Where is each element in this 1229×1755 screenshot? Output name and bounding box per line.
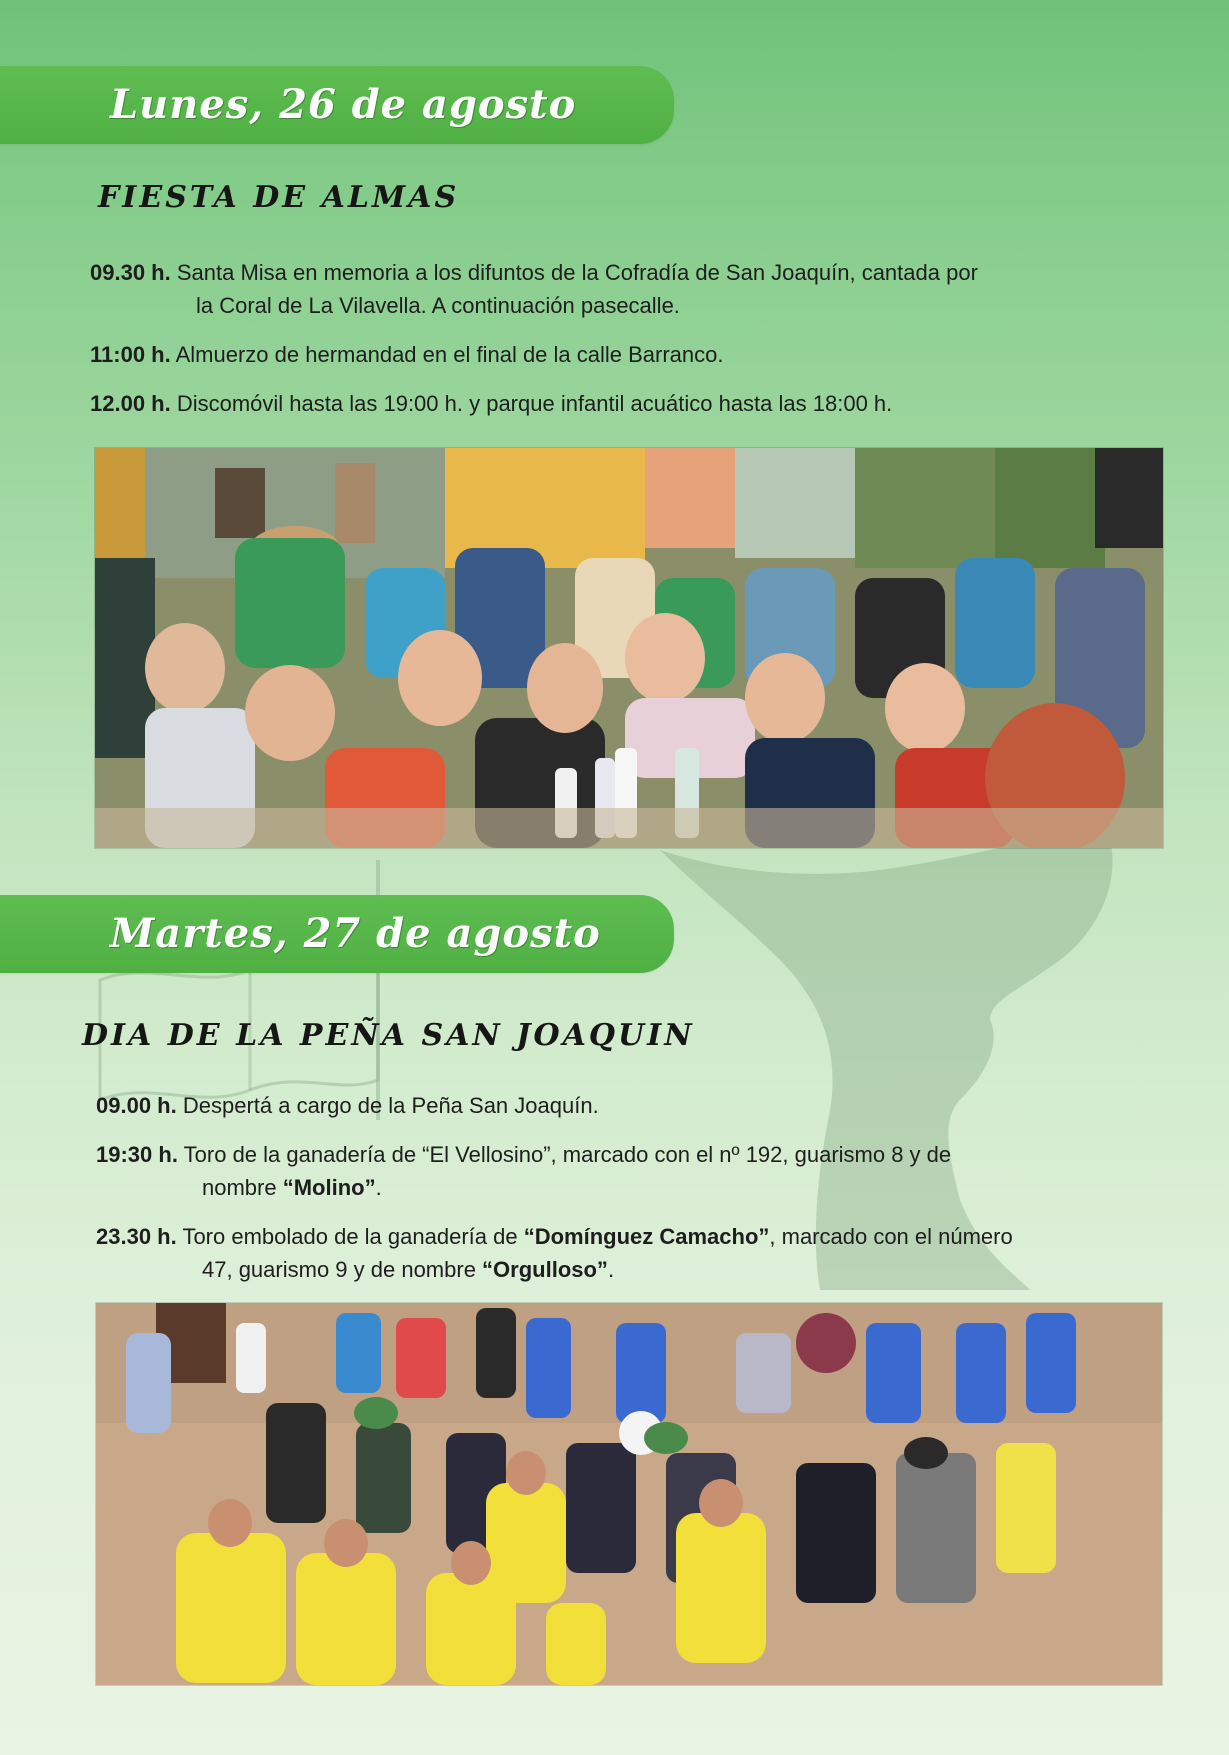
entry-time: 19:30 h. <box>96 1142 178 1167</box>
schedule-entry <box>96 1138 1168 1204</box>
photo-pena-parade <box>96 1303 1162 1685</box>
entry-time: 09.30 h. <box>90 260 171 285</box>
schedule-entry <box>90 256 1170 322</box>
entry-text-end: . <box>375 1175 382 1200</box>
entry-text-mid: , marcado con el número <box>769 1224 1013 1249</box>
entry-text-continued: 47, guarismo 9 y de nombre <box>202 1257 483 1282</box>
entry-time: 23.30 h. <box>96 1224 177 1249</box>
entry-time: 09.00 h. <box>96 1093 177 1118</box>
event-title: FIESTA DE ALMAS <box>98 180 460 215</box>
entry-text: Almuerzo de hermandad en el final de la calle Barranco. <box>175 342 724 367</box>
event-title: DIA DE LA PEÑA SAN JOAQUIN <box>82 1018 695 1053</box>
schedule-entry <box>90 338 1170 371</box>
schedule-entry <box>96 1089 1168 1122</box>
entry-text: Discomóvil hasta las 19:00 h. y parque infantil acuático hasta las 18:00 h. <box>176 391 893 416</box>
ranch-name: “Domínguez Camacho” <box>523 1224 770 1249</box>
entry-text-end: . <box>607 1257 615 1282</box>
entry-text: Toro embolado de la ganadería de <box>182 1224 524 1249</box>
day-title: Martes, 27 de agosto <box>110 910 601 957</box>
schedule-entry <box>90 387 1170 420</box>
entry-time: 12.00 h. <box>90 391 171 416</box>
photo-celebration-crowd <box>95 448 1163 848</box>
schedule-entry <box>96 1220 1168 1286</box>
entry-text: Santa Misa en memoria a los difuntos de la Cofradía de San Joaquín, cantada por <box>176 260 978 285</box>
bull-name: “Orgulloso” <box>482 1257 608 1282</box>
entry-text: Toro de la ganadería de “El Vellosino”, marcado con el nº 192, guarismo 8 y de <box>183 1142 952 1167</box>
entry-text: Despertá a cargo de la Peña San Joaquín. <box>182 1093 599 1118</box>
bull-name: “Molino” <box>282 1175 376 1200</box>
entry-text-continued: la Coral de La Vilavella. A continuación pasecalle. <box>196 293 680 318</box>
entry-text-continued: nombre <box>202 1175 283 1200</box>
day-banner-tuesday <box>0 895 674 973</box>
entry-time: 11:00 h. <box>90 342 171 367</box>
day-banner-monday <box>0 66 674 144</box>
day-title: Lunes, 26 de agosto <box>110 81 577 128</box>
